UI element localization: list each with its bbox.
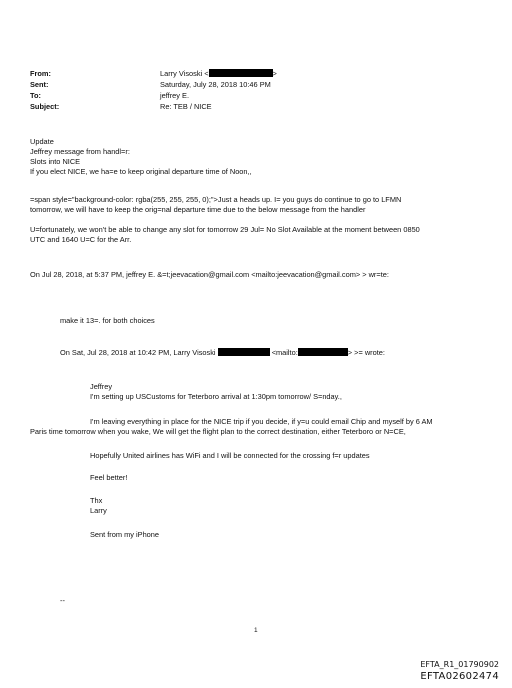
redaction-bar <box>218 348 270 356</box>
page-number: 1 <box>254 627 258 634</box>
body-line: Larry <box>90 506 107 515</box>
quote-header: On Jul 28, 2018, at 5:37 PM, jeffrey E. &=t;jeevacation@gmail.com <mailto:jeevacation@gmail.com> > wr=te: <box>30 270 389 279</box>
body-line: Jeffrey <box>90 382 113 391</box>
body-line: Jeffrey message from handl=r: <box>30 147 130 156</box>
to-value: jeffrey E. <box>160 91 190 100</box>
redaction-bar <box>209 69 273 77</box>
body-line: Update <box>30 137 54 146</box>
body-line: If you elect NICE, we ha=e to keep original departure time of Noon,, <box>30 167 252 176</box>
from-close: > <box>272 69 277 78</box>
quote-header-mid: <mailto: <box>271 348 298 357</box>
body-line: tomorrow, we will have to keep the orig=nal departure time due to the below message from the handler <box>30 205 366 214</box>
redaction-bar <box>298 348 348 356</box>
body-line: make it 13=. for both choices <box>60 316 155 325</box>
body-line: UTC and 1640 U=C for the Arr. <box>30 235 132 244</box>
signature-line: Sent from my iPhone <box>90 530 160 539</box>
sent-value: Saturday, July 28, 2018 10:46 PM <box>160 80 271 89</box>
quote-header-pre: On Sat, Jul 28, 2018 at 10:42 PM, Larry Visoski <box>60 348 216 357</box>
from-label: From: <box>30 69 51 78</box>
quote-header <box>60 348 385 357</box>
doc-ref-2: EFTA02602474 <box>420 671 499 682</box>
body-line: =span style="background-color: rgba(255, 255, 255, 0);">Just a heads up. I= you guys do continue to go to LFMN <box>30 195 402 204</box>
subject-label: Subject: <box>30 102 60 111</box>
quote-header-post: > >= wrote: <box>347 348 385 357</box>
body-line: I'm setting up USCustoms for Teterboro arrival at 1:30pm tomorrow/ S=nday., <box>90 392 342 401</box>
body-line: Paris time tomorrow when you wake, We will get the flight plan to the correct destination, either Teterboro or N=CE, <box>30 427 406 436</box>
body-line: U=fortunately, we won't be able to change any slot for tomorrow 29 Jul= No Slot Available at the moment between 0850 <box>30 225 420 234</box>
separator: -- <box>60 596 65 605</box>
from-value <box>160 69 277 78</box>
body-line: I'm leaving everything in place for the NICE trip if you decide, if y=u could email Chip and myself by 6 AM <box>90 417 433 426</box>
to-label: To: <box>30 91 41 100</box>
body-line: Thx <box>90 496 103 505</box>
body-line: Slots into NICE <box>30 157 81 166</box>
subject-value: Re: TEB / NICE <box>160 102 212 111</box>
sent-label: Sent: <box>30 80 49 89</box>
body-line: Hopefully United airlines has WiFi and I will be connected for the crossing f=r updates <box>90 451 370 460</box>
from-name: Larry Visoski < <box>160 69 209 78</box>
doc-ref-1: EFTA_R1_01790902 <box>420 660 499 669</box>
body-line: Feel better! <box>90 473 128 482</box>
